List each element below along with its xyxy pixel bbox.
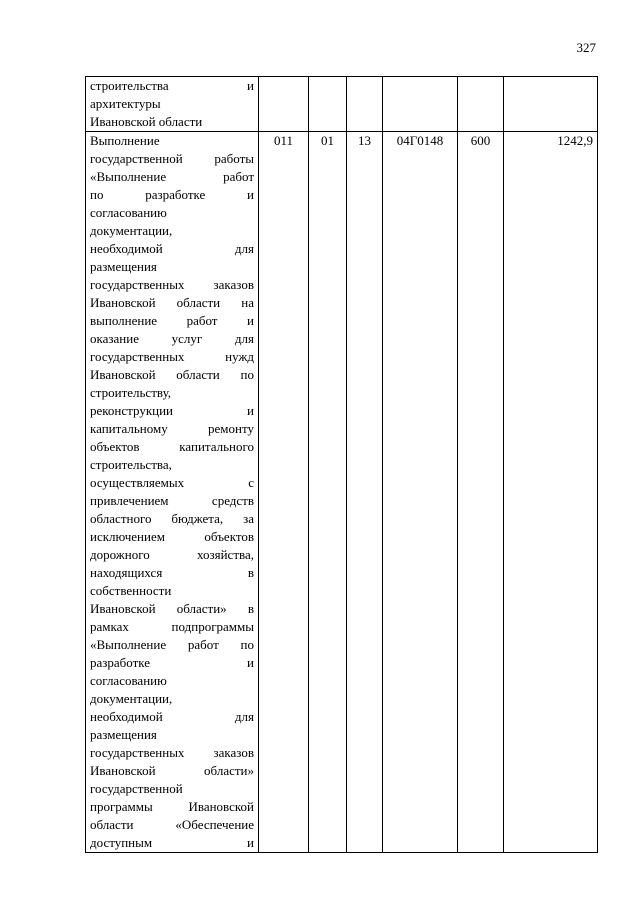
description-line: «Выполнение работ [90, 169, 254, 184]
description-line: документации, [90, 223, 173, 238]
description-line: необходимой для [90, 241, 254, 256]
description-line: размещения [90, 727, 157, 742]
description-line: Выполнение [90, 133, 160, 148]
description-line: государственной работы [90, 151, 254, 166]
description-line: реконструкции и [90, 403, 254, 418]
expense-type-cell [458, 77, 504, 132]
description-line: государственных заказов [90, 277, 254, 292]
description-line: области «Обеспечение [90, 817, 254, 832]
description-line: Ивановской области [90, 114, 203, 129]
expense-type-cell: 600 [458, 132, 504, 853]
description-line: государственной [90, 781, 183, 796]
description-line: Ивановской области на [90, 295, 254, 310]
description-line: привлечением средств [90, 493, 254, 508]
row-description [86, 132, 259, 853]
description-line: согласованию [90, 673, 167, 688]
description-line: размещения [90, 259, 157, 274]
description-line: строительства, [90, 457, 172, 472]
description-line: «Выполнение работ по [90, 637, 254, 652]
description-line: по разработке и [90, 187, 254, 202]
section-code-cell: 01 [309, 132, 347, 853]
description-line: областного бюджета, за [90, 511, 254, 526]
description-line: Ивановской области по [90, 367, 254, 382]
description-line: капитальному ремонту [90, 421, 254, 436]
section-code-cell [309, 77, 347, 132]
target-article-cell: 04Г0148 [383, 132, 458, 853]
description-line: архитектуры [90, 96, 161, 111]
description-line: доступным и [90, 835, 254, 850]
table-row [86, 77, 598, 132]
target-article-cell [383, 77, 458, 132]
amount-cell: 1242,9 [504, 132, 598, 853]
description-line: Ивановской области» в [90, 601, 254, 616]
description-line: рамках подпрограммы [90, 619, 254, 634]
description-line: осуществляемых с [90, 475, 254, 490]
page-number: 327 [576, 40, 596, 55]
description-line: исключением объектов [90, 529, 254, 544]
amount-cell [504, 77, 598, 132]
row-description [86, 77, 259, 132]
description-line: документации, [90, 691, 173, 706]
subsection-code-cell: 13 [347, 132, 383, 853]
table-row [86, 132, 598, 853]
budget-table [85, 76, 598, 853]
description-line: оказание услуг для [90, 331, 254, 346]
description-line: государственных нужд [90, 349, 254, 364]
description-line: строительству, [90, 385, 172, 400]
ministry-code-cell: 011 [259, 132, 309, 853]
description-line: государственных заказов [90, 745, 254, 760]
description-line: объектов капитального [90, 439, 254, 454]
description-line: программы Ивановской [90, 799, 254, 814]
description-line: дорожного хозяйства, [90, 547, 254, 562]
description-line: строительства и [90, 78, 254, 93]
description-line: согласованию [90, 205, 167, 220]
description-line: необходимой для [90, 709, 254, 724]
description-line: собственности [90, 583, 172, 598]
description-line: выполнение работ и [90, 313, 254, 328]
subsection-code-cell [347, 77, 383, 132]
description-line: находящихся в [90, 565, 254, 580]
description-line: разработке и [90, 655, 254, 670]
description-line: Ивановской области» [90, 763, 254, 778]
ministry-code-cell [259, 77, 309, 132]
